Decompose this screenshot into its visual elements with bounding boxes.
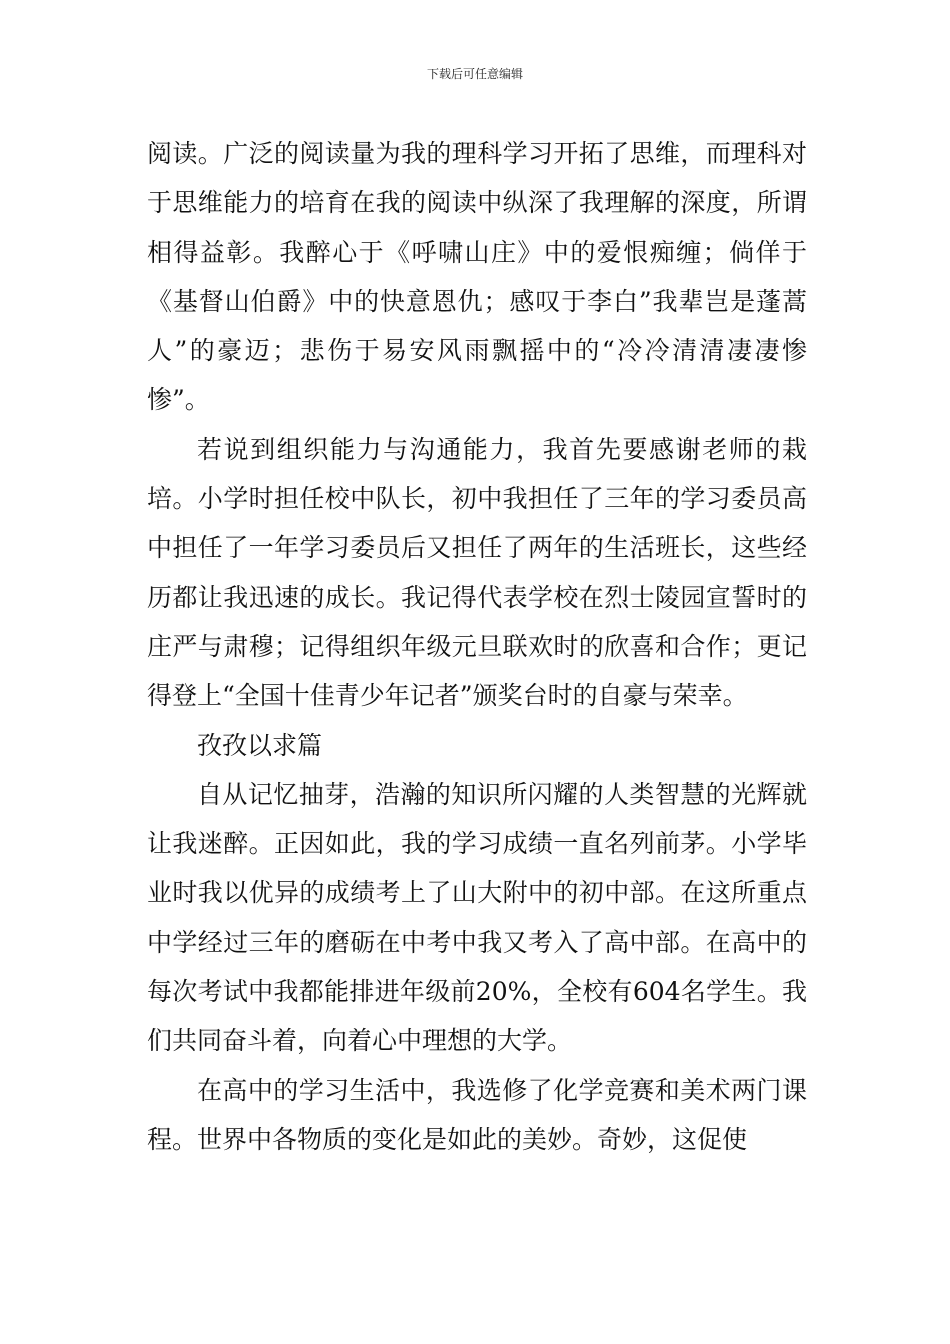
paragraph-courses: 在高中的学习生活中，我选修了化学竞赛和美术两门课程。世界中各物质的变化是如此的美妙。奇妙，这促使	[147, 1075, 807, 1154]
paragraph-organization: 若说到组织能力与沟通能力，我首先要感谢老师的栽培。小学时担任校中队长，初中我担任了三年的学习委员高中担任了一年学习委员后又担任了两年的生活班长，这些经历都让我迅速的成长。我记得代表学校在烈士陵园宣誓时的庄严与肃穆；记得组织年级元旦联欢时的欣喜和合作；更记得登上“全国十佳青少年记者”颁奖台时的自豪与荣幸。	[147, 434, 807, 711]
section-heading: 孜孜以求篇	[197, 730, 323, 760]
paragraph-study: 自从记忆抽芽，浩瀚的知识所闪耀的人类智慧的光辉就让我迷醉。正因如此，我的学习成绩一直名列前茅。小学毕业时我以优异的成绩考上了山大附中的初中部。在这所重点中学经过三年的磨砺在中考中我又考入了高中部。在高中的每次考试中我都能排进年级前20%，全校有604名学生。我们共同奋斗着，向着心中理想的大学。	[147, 779, 807, 1056]
paragraph-reading: 阅读。广泛的阅读量为我的理科学习开拓了思维，而理科对于思维能力的培育在我的阅读中纵深了我理解的深度，所谓相得益彰。我醉心于《呼啸山庄》中的爱恨痴缠；倘佯于《基督山伯爵》中的快意恩仇；感叹于李白”我辈岂是蓬蒿人”的豪迈；悲伤于易安风雨飘摇中的“冷冷清清凄凄惨惨”。	[147, 139, 807, 415]
page-header-note: 下载后可任意编辑	[426, 67, 523, 81]
document-body	[147, 129, 807, 1164]
